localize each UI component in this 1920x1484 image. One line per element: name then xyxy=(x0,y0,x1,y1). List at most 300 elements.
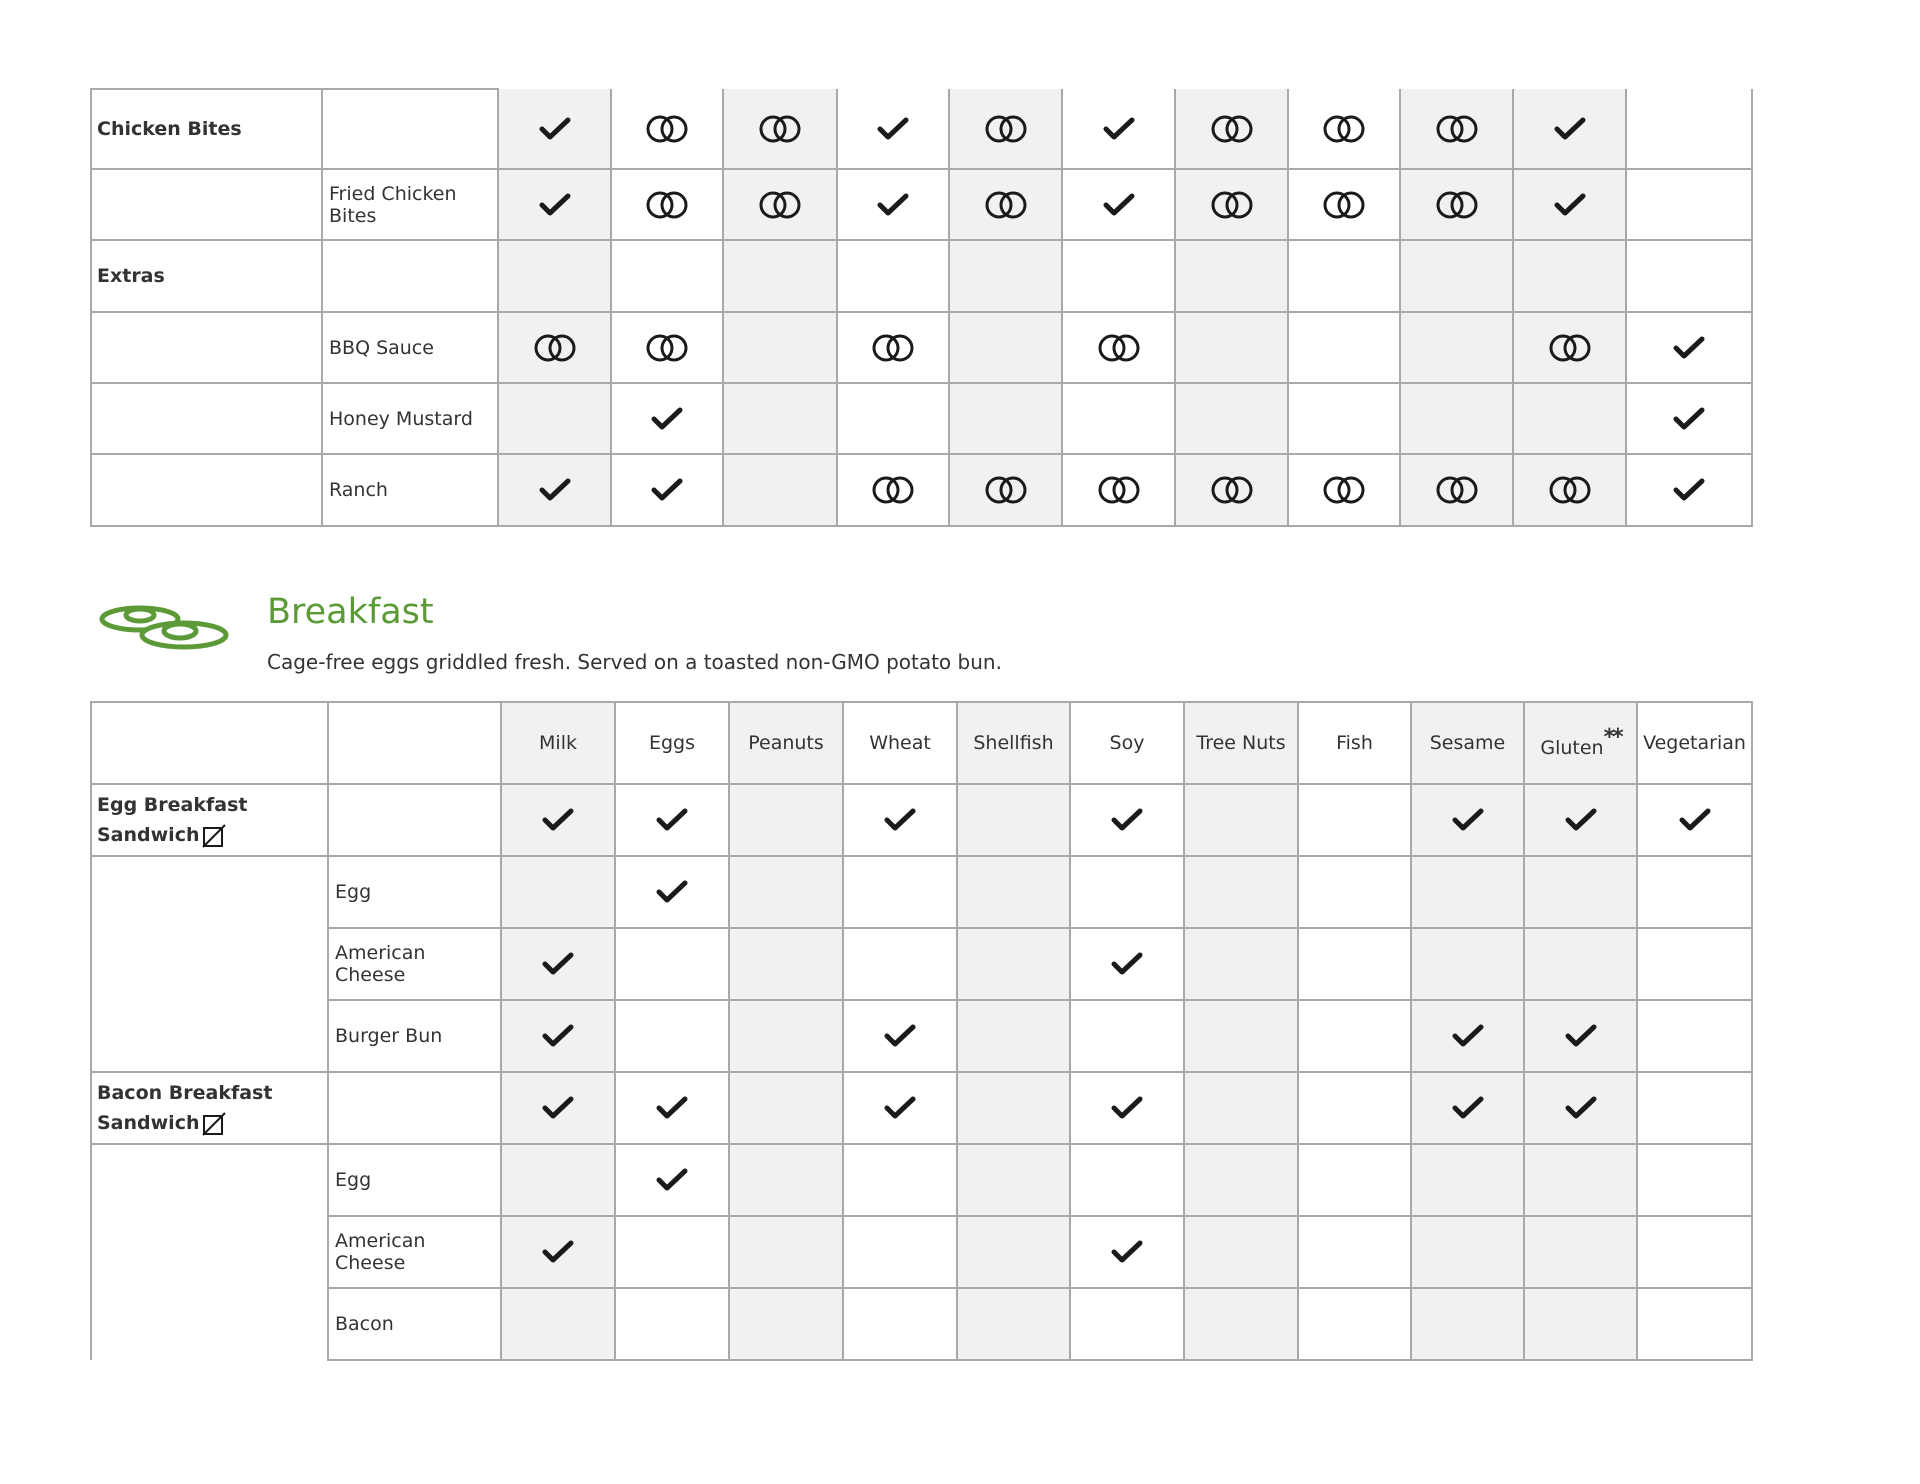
allergen-cell-milk xyxy=(501,1144,615,1216)
allergen-cell-fish xyxy=(1288,240,1400,312)
component-name-cell-label: Ranch xyxy=(329,479,388,501)
section-title: Breakfast xyxy=(267,592,434,632)
allergen-cell-eggs xyxy=(615,928,729,1000)
allergen-cell-sesame xyxy=(1400,169,1513,240)
allergen-cell-shellfish xyxy=(949,383,1062,454)
allergen-cell-eggs xyxy=(611,383,723,454)
component-name-cell xyxy=(322,383,498,454)
allergen-cell-gluten xyxy=(1524,1216,1637,1288)
check-icon xyxy=(1673,336,1705,360)
item-name-cell xyxy=(91,89,322,169)
component-row xyxy=(91,169,1752,240)
allergen-cell-tree-nuts xyxy=(1175,89,1288,169)
allergen-cell-sesame xyxy=(1411,1144,1524,1216)
empty-cell xyxy=(91,312,322,383)
allergen-cell-vegetarian xyxy=(1637,784,1752,856)
component-row xyxy=(91,1000,1752,1072)
component-name-cell-label: Honey Mustard xyxy=(329,407,473,430)
empty-cell xyxy=(91,1144,328,1216)
allergen-cell-fish xyxy=(1288,169,1400,240)
shared-equipment-icon xyxy=(645,114,689,144)
check-icon xyxy=(1111,952,1143,976)
column-header-wheat xyxy=(843,702,957,784)
item-row xyxy=(91,784,1752,856)
allergen-cell-tree-nuts xyxy=(1184,784,1298,856)
allergen-cell-fish xyxy=(1298,1000,1411,1072)
column-header-fish-label: Fish xyxy=(1336,732,1373,754)
allergen-cell-fish xyxy=(1288,454,1400,526)
allergen-cell-soy xyxy=(1062,383,1175,454)
component-name-cell-label: Egg xyxy=(335,1169,372,1191)
allergen-cell-tree-nuts xyxy=(1175,454,1288,526)
allergen-cell-milk xyxy=(501,1000,615,1072)
empty-cell xyxy=(322,89,498,169)
component-name-cell-label: Egg xyxy=(335,881,372,903)
item-name-cell xyxy=(91,784,328,856)
column-header-eggs xyxy=(615,702,729,784)
check-icon xyxy=(1673,478,1705,502)
check-icon xyxy=(1679,808,1711,832)
allergen-cell-eggs xyxy=(611,312,723,383)
allergen-cell-fish xyxy=(1288,383,1400,454)
column-header-vegetarian-label: Vegetarian xyxy=(1643,732,1746,754)
shared-equipment-icon xyxy=(1097,475,1141,505)
column-header-peanuts-label: Peanuts xyxy=(748,732,824,754)
allergen-cell-gluten xyxy=(1513,383,1626,454)
allergen-cell-eggs xyxy=(611,454,723,526)
allergen-cell-vegetarian xyxy=(1637,1072,1752,1144)
check-icon xyxy=(651,407,683,431)
item-name-cell-label: Egg Breakfast Sandwich xyxy=(97,794,248,846)
section-description: Cage-free eggs griddled fresh. Served on a toasted non-GMO potato bun. xyxy=(267,650,1002,674)
allergen-cell-vegetarian xyxy=(1626,312,1752,383)
gluten-footnote-mark: ** xyxy=(1603,725,1621,750)
shared-equipment-icon xyxy=(645,333,689,363)
component-name-cell xyxy=(322,169,498,240)
allergen-cell-peanuts xyxy=(723,454,837,526)
nutrition-note-icon xyxy=(201,1111,227,1137)
column-header-tree-nuts-label: Tree Nuts xyxy=(1196,732,1286,754)
component-row xyxy=(91,928,1752,1000)
component-name-cell xyxy=(328,1288,501,1360)
allergen-cell-fish xyxy=(1298,1144,1411,1216)
shared-equipment-icon xyxy=(1210,114,1254,144)
allergen-cell-tree-nuts xyxy=(1184,928,1298,1000)
allergen-cell-soy xyxy=(1070,1000,1184,1072)
empty-cell xyxy=(91,1288,328,1360)
check-icon xyxy=(1554,193,1586,217)
column-header-tree-nuts xyxy=(1184,702,1298,784)
column-header-fish xyxy=(1298,702,1411,784)
allergen-cell-sesame xyxy=(1411,928,1524,1000)
shared-equipment-icon xyxy=(645,190,689,220)
allergen-cell-vegetarian xyxy=(1637,928,1752,1000)
empty-header-cell xyxy=(328,702,501,784)
allergen-cell-milk xyxy=(501,1072,615,1144)
allergen-cell-gluten xyxy=(1524,928,1637,1000)
column-header-peanuts xyxy=(729,702,843,784)
allergen-cell-milk xyxy=(501,856,615,928)
check-icon xyxy=(539,193,571,217)
allergen-cell-peanuts xyxy=(729,1144,843,1216)
allergen-cell-vegetarian xyxy=(1637,856,1752,928)
allergen-cell-gluten xyxy=(1513,89,1626,169)
allergen-cell-gluten xyxy=(1524,1000,1637,1072)
allergen-cell-milk xyxy=(501,928,615,1000)
allergen-cell-fish xyxy=(1298,784,1411,856)
shared-equipment-icon xyxy=(984,114,1028,144)
allergen-cell-peanuts xyxy=(723,169,837,240)
allergen-cell-peanuts xyxy=(729,1288,843,1360)
allergen-cell-wheat xyxy=(843,1000,957,1072)
allergen-cell-sesame xyxy=(1411,856,1524,928)
allergen-cell-soy xyxy=(1062,312,1175,383)
column-header-wheat-label: Wheat xyxy=(869,732,931,754)
allergen-cell-tree-nuts xyxy=(1175,312,1288,383)
allergen-cell-tree-nuts xyxy=(1184,1144,1298,1216)
check-icon xyxy=(877,117,909,141)
allergen-cell-tree-nuts xyxy=(1175,240,1288,312)
check-icon xyxy=(542,1240,574,1264)
component-name-cell-label: American Cheese xyxy=(335,942,426,986)
allergen-cell-sesame xyxy=(1411,1000,1524,1072)
component-name-cell-label: BBQ Sauce xyxy=(329,336,434,359)
check-icon xyxy=(542,952,574,976)
column-header-shellfish-label: Shellfish xyxy=(973,732,1054,754)
allergen-cell-shellfish xyxy=(949,240,1062,312)
allergen-cell-soy xyxy=(1062,240,1175,312)
allergen-cell-gluten xyxy=(1513,169,1626,240)
check-icon xyxy=(1565,1096,1597,1120)
allergen-cell-wheat xyxy=(837,383,949,454)
allergen-cell-soy xyxy=(1070,1144,1184,1216)
allergen-cell-tree-nuts xyxy=(1184,1288,1298,1360)
allergen-cell-gluten xyxy=(1524,1288,1637,1360)
allergen-cell-soy xyxy=(1070,1288,1184,1360)
component-name-cell-label: Fried Chicken Bites xyxy=(329,182,457,227)
allergen-cell-tree-nuts xyxy=(1184,856,1298,928)
shared-equipment-icon xyxy=(1322,475,1366,505)
shared-equipment-icon xyxy=(1210,475,1254,505)
allergen-cell-vegetarian xyxy=(1626,169,1752,240)
check-icon xyxy=(1673,407,1705,431)
empty-cell xyxy=(328,1072,501,1144)
component-row xyxy=(91,1144,1752,1216)
allergen-cell-milk xyxy=(501,1216,615,1288)
allergen-cell-wheat xyxy=(843,928,957,1000)
allergen-cell-gluten xyxy=(1524,1144,1637,1216)
empty-cell xyxy=(91,856,328,928)
item-name-cell xyxy=(91,240,322,312)
component-row xyxy=(91,856,1752,928)
empty-cell xyxy=(322,240,498,312)
allergen-cell-sesame xyxy=(1411,1216,1524,1288)
shared-equipment-icon xyxy=(984,475,1028,505)
shared-equipment-icon xyxy=(1322,190,1366,220)
component-name-cell xyxy=(328,1216,501,1288)
shared-equipment-icon xyxy=(758,190,802,220)
column-header-vegetarian xyxy=(1637,702,1752,784)
allergen-cell-shellfish xyxy=(957,1216,1070,1288)
allergen-cell-eggs xyxy=(611,89,723,169)
allergen-cell-gluten xyxy=(1524,1072,1637,1144)
allergen-cell-peanuts xyxy=(729,856,843,928)
allergen-cell-soy xyxy=(1070,1216,1184,1288)
empty-cell xyxy=(91,383,322,454)
column-header-milk-label: Milk xyxy=(539,732,577,754)
allergen-cell-shellfish xyxy=(957,1144,1070,1216)
check-icon xyxy=(1103,193,1135,217)
allergen-cell-shellfish xyxy=(957,1072,1070,1144)
component-name-cell xyxy=(322,312,498,383)
allergen-cell-milk xyxy=(501,1288,615,1360)
check-icon xyxy=(884,1024,916,1048)
check-icon xyxy=(1554,117,1586,141)
allergen-cell-wheat xyxy=(837,240,949,312)
column-header-eggs-label: Eggs xyxy=(648,732,696,754)
allergen-cell-vegetarian xyxy=(1637,1288,1752,1360)
allergen-cell-shellfish xyxy=(949,169,1062,240)
shared-equipment-icon xyxy=(1097,333,1141,363)
allergen-cell-eggs xyxy=(615,784,729,856)
allergen-cell-soy xyxy=(1070,784,1184,856)
allergen-cell-milk xyxy=(498,454,611,526)
item-name-cell xyxy=(91,1072,328,1144)
shared-equipment-icon xyxy=(871,475,915,505)
shared-equipment-icon xyxy=(871,333,915,363)
allergen-cell-vegetarian xyxy=(1626,383,1752,454)
allergen-cell-peanuts xyxy=(729,1072,843,1144)
allergen-cell-peanuts xyxy=(723,240,837,312)
allergen-cell-fish xyxy=(1288,89,1400,169)
shared-equipment-icon xyxy=(758,114,802,144)
column-header-sesame-label: Sesame xyxy=(1429,732,1506,754)
column-header-milk xyxy=(501,702,615,784)
allergen-cell-peanuts xyxy=(723,89,837,169)
allergen-cell-shellfish xyxy=(949,454,1062,526)
shared-equipment-icon xyxy=(1548,333,1592,363)
column-header-gluten-label: Gluten xyxy=(1540,737,1604,759)
item-row xyxy=(91,240,1752,312)
allergen-cell-milk xyxy=(498,312,611,383)
allergen-cell-eggs xyxy=(615,856,729,928)
check-icon xyxy=(656,880,688,904)
shared-equipment-icon xyxy=(1548,475,1592,505)
check-icon xyxy=(656,808,688,832)
allergen-cell-fish xyxy=(1298,928,1411,1000)
component-name-cell xyxy=(328,928,501,1000)
allergen-cell-wheat xyxy=(843,1216,957,1288)
allergen-cell-peanuts xyxy=(729,784,843,856)
allergen-cell-vegetarian xyxy=(1626,240,1752,312)
column-header-sesame xyxy=(1411,702,1524,784)
allergen-cell-wheat xyxy=(837,454,949,526)
column-header-gluten xyxy=(1524,702,1637,784)
check-icon xyxy=(1452,1096,1484,1120)
allergen-cell-tree-nuts xyxy=(1175,383,1288,454)
allergen-cell-sesame xyxy=(1411,1072,1524,1144)
allergen-cell-sesame xyxy=(1400,89,1513,169)
check-icon xyxy=(542,808,574,832)
allergen-cell-shellfish xyxy=(949,89,1062,169)
allergen-cell-gluten xyxy=(1524,856,1637,928)
nutrition-note-icon xyxy=(201,823,227,849)
component-row xyxy=(91,1216,1752,1288)
allergen-cell-sesame xyxy=(1400,454,1513,526)
component-name-cell xyxy=(328,1144,501,1216)
allergen-cell-eggs xyxy=(615,1072,729,1144)
component-name-cell-label: American Cheese xyxy=(335,1230,426,1274)
allergen-cell-shellfish xyxy=(957,1000,1070,1072)
allergen-cell-fish xyxy=(1298,1288,1411,1360)
allergen-cell-soy xyxy=(1070,1072,1184,1144)
check-icon xyxy=(884,808,916,832)
check-icon xyxy=(1565,808,1597,832)
allergen-cell-shellfish xyxy=(957,1288,1070,1360)
allergen-cell-peanuts xyxy=(729,1000,843,1072)
allergen-cell-vegetarian xyxy=(1637,1000,1752,1072)
allergen-cell-eggs xyxy=(611,169,723,240)
shared-equipment-icon xyxy=(1322,114,1366,144)
empty-cell xyxy=(91,1000,328,1072)
check-icon xyxy=(1111,1096,1143,1120)
allergen-cell-eggs xyxy=(615,1144,729,1216)
allergen-cell-sesame xyxy=(1400,383,1513,454)
check-icon xyxy=(656,1096,688,1120)
allergen-cell-wheat xyxy=(843,856,957,928)
component-name-cell-label: Bacon xyxy=(335,1313,394,1335)
check-icon xyxy=(651,478,683,502)
allergen-cell-sesame xyxy=(1411,1288,1524,1360)
allergen-cell-shellfish xyxy=(957,856,1070,928)
component-row xyxy=(91,454,1752,526)
allergen-cell-shellfish xyxy=(957,784,1070,856)
check-icon xyxy=(1452,808,1484,832)
check-icon xyxy=(542,1096,574,1120)
allergen-cell-peanuts xyxy=(729,928,843,1000)
allergen-cell-shellfish xyxy=(949,312,1062,383)
allergen-cell-shellfish xyxy=(957,928,1070,1000)
allergen-cell-gluten xyxy=(1524,784,1637,856)
allergen-cell-peanuts xyxy=(723,312,837,383)
check-icon xyxy=(656,1168,688,1192)
empty-cell xyxy=(91,1216,328,1288)
allergen-cell-vegetarian xyxy=(1637,1216,1752,1288)
component-name-cell xyxy=(328,856,501,928)
allergen-cell-gluten xyxy=(1513,312,1626,383)
allergen-cell-milk xyxy=(498,383,611,454)
allergen-cell-tree-nuts xyxy=(1184,1072,1298,1144)
check-icon xyxy=(539,478,571,502)
column-header-soy xyxy=(1070,702,1184,784)
allergen-cell-gluten xyxy=(1513,240,1626,312)
allergen-cell-milk xyxy=(498,240,611,312)
component-name-cell xyxy=(322,454,498,526)
item-name-cell-label: Chicken Bites xyxy=(97,118,242,140)
allergen-cell-tree-nuts xyxy=(1184,1216,1298,1288)
shared-equipment-icon xyxy=(533,333,577,363)
allergen-cell-wheat xyxy=(837,89,949,169)
component-row xyxy=(91,1288,1752,1360)
allergen-table-chicken-bites-extras xyxy=(90,88,1753,527)
allergen-cell-fish xyxy=(1298,1216,1411,1288)
check-icon xyxy=(1111,808,1143,832)
allergen-cell-peanuts xyxy=(729,1216,843,1288)
empty-cell xyxy=(328,784,501,856)
check-icon xyxy=(1565,1024,1597,1048)
allergen-cell-eggs xyxy=(611,240,723,312)
item-row xyxy=(91,1072,1752,1144)
allergen-cell-sesame xyxy=(1400,312,1513,383)
allergen-cell-eggs xyxy=(615,1216,729,1288)
allergen-cell-tree-nuts xyxy=(1184,1000,1298,1072)
allergen-cell-soy xyxy=(1062,169,1175,240)
allergen-cell-sesame xyxy=(1400,240,1513,312)
allergen-cell-sesame xyxy=(1411,784,1524,856)
shared-equipment-icon xyxy=(1435,114,1479,144)
item-name-cell-label: Bacon Breakfast Sandwich xyxy=(97,1082,273,1134)
allergen-cell-wheat xyxy=(843,1072,957,1144)
shared-equipment-icon xyxy=(1435,190,1479,220)
allergen-cell-wheat xyxy=(837,169,949,240)
check-icon xyxy=(542,1024,574,1048)
allergen-cell-soy xyxy=(1070,856,1184,928)
shared-equipment-icon xyxy=(1210,190,1254,220)
empty-cell xyxy=(91,454,322,526)
allergen-cell-peanuts xyxy=(723,383,837,454)
allergen-cell-wheat xyxy=(843,1288,957,1360)
check-icon xyxy=(884,1096,916,1120)
fried-eggs-icon xyxy=(98,602,232,652)
allergen-header-row xyxy=(91,702,1752,784)
allergen-cell-vegetarian xyxy=(1626,454,1752,526)
allergen-cell-tree-nuts xyxy=(1175,169,1288,240)
empty-cell xyxy=(91,928,328,1000)
allergen-cell-wheat xyxy=(843,784,957,856)
allergen-cell-soy xyxy=(1070,928,1184,1000)
allergen-cell-eggs xyxy=(615,1000,729,1072)
check-icon xyxy=(539,117,571,141)
component-name-cell-label: Burger Bun xyxy=(335,1025,443,1047)
component-row xyxy=(91,312,1752,383)
allergen-cell-fish xyxy=(1288,312,1400,383)
allergen-cell-soy xyxy=(1062,89,1175,169)
allergen-cell-gluten xyxy=(1513,454,1626,526)
component-row xyxy=(91,383,1752,454)
allergen-cell-milk xyxy=(498,169,611,240)
component-name-cell xyxy=(328,1000,501,1072)
shared-equipment-icon xyxy=(984,190,1028,220)
empty-cell xyxy=(91,169,322,240)
allergen-cell-wheat xyxy=(843,1144,957,1216)
empty-header-cell xyxy=(91,702,328,784)
allergen-cell-milk xyxy=(498,89,611,169)
shared-equipment-icon xyxy=(1435,475,1479,505)
allergen-table-breakfast xyxy=(90,701,1753,1361)
check-icon xyxy=(877,193,909,217)
item-row xyxy=(91,89,1752,169)
column-header-shellfish xyxy=(957,702,1070,784)
allergen-cell-vegetarian xyxy=(1626,89,1752,169)
check-icon xyxy=(1111,1240,1143,1264)
item-name-cell-label: Extras xyxy=(97,265,165,287)
allergen-cell-eggs xyxy=(615,1288,729,1360)
allergen-cell-fish xyxy=(1298,856,1411,928)
allergen-cell-fish xyxy=(1298,1072,1411,1144)
allergen-cell-milk xyxy=(501,784,615,856)
allergen-cell-soy xyxy=(1062,454,1175,526)
check-icon xyxy=(1103,117,1135,141)
